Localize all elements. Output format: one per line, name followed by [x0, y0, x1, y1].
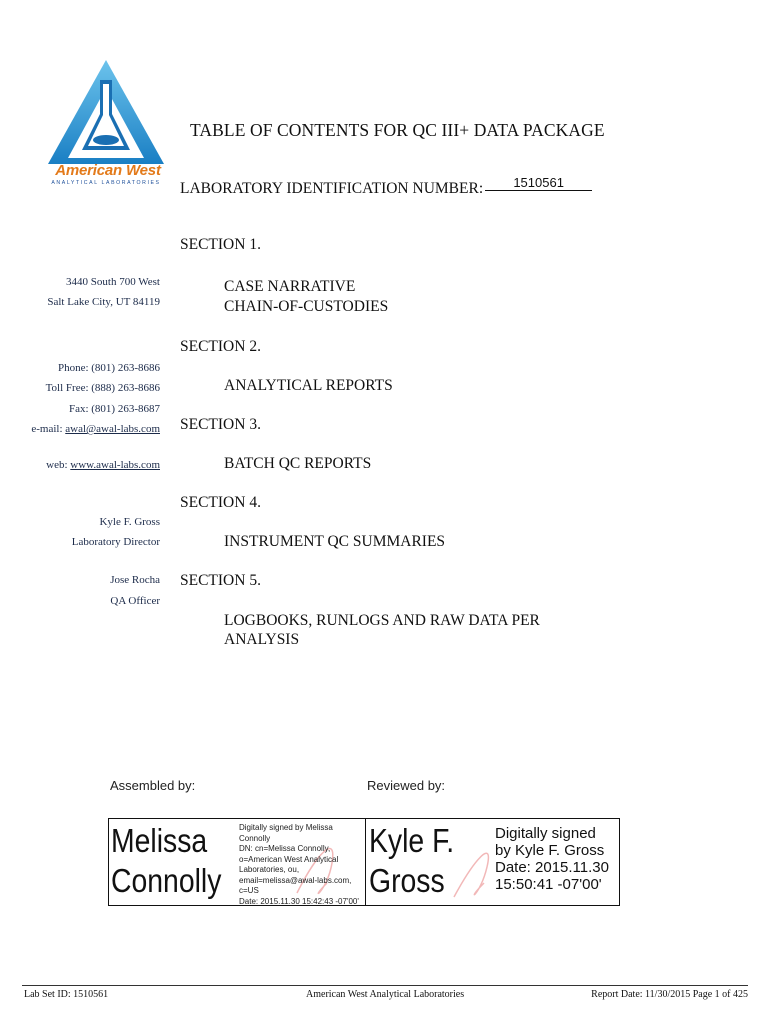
assembler-detail: Connolly	[239, 833, 271, 843]
flask-triangle-logo-icon	[44, 58, 168, 168]
section-1-item-case-narrative: CASE NARRATIVE	[224, 278, 356, 295]
section-4-heading: SECTION 4.	[180, 494, 261, 511]
assembler-name-line-1: Melissa	[111, 822, 208, 859]
section-2-heading: SECTION 2.	[180, 338, 261, 355]
reviewer-name-line-2: Gross	[369, 862, 445, 899]
assembler-detail: o=American West Analytical	[239, 854, 339, 864]
lab-id-value: 1510561	[485, 176, 592, 191]
qa-officer-title: QA Officer	[110, 595, 160, 607]
section-1-heading: SECTION 1.	[180, 236, 261, 253]
section-1-item-chain-of-custodies: CHAIN-OF-CUSTODIES	[224, 298, 389, 315]
signature-box	[108, 818, 620, 906]
assembler-detail: email=melissa@awal-labs.com,	[239, 875, 352, 885]
section-3-heading: SECTION 3.	[180, 416, 261, 433]
assembler-name-line-2: Connolly	[111, 862, 222, 899]
assembler-detail: Digitally signed by Melissa	[239, 823, 333, 832]
address-line-1: 3440 South 700 West	[66, 276, 160, 288]
director-name: Kyle F. Gross	[99, 516, 160, 528]
section-5-item-logbooks: LOGBOOKS, RUNLOGS AND RAW DATA PER	[224, 612, 540, 629]
reviewed-by-label: Reviewed by:	[367, 778, 446, 793]
section-5-heading: SECTION 5.	[180, 572, 261, 589]
toll-free-number: Toll Free: (888) 263-8686	[45, 382, 160, 394]
reviewer-detail: by Kyle F. Gross	[495, 842, 605, 859]
reviewer-signature-details	[495, 825, 609, 893]
assembler-detail: c=US	[239, 886, 259, 895]
footer-rule	[22, 985, 748, 986]
logo-subtitle: ANALYTICAL LABORATORIES	[51, 180, 161, 186]
assembler-signature-details	[239, 823, 359, 907]
web-line	[46, 459, 160, 471]
reviewer-detail: 15:50:41 -07'00'	[495, 876, 602, 893]
lab-id-label: LABORATORY IDENTIFICATION NUMBER:	[180, 180, 484, 197]
assembler-detail: DN: cn=Melissa Connolly,	[239, 844, 331, 853]
phone-number: Phone: (801) 263-8686	[57, 362, 160, 374]
assembler-detail: Laboratories, ou,	[239, 865, 300, 874]
director-title: Laboratory Director	[71, 536, 160, 548]
lab-id-line	[180, 175, 592, 198]
company-logo	[44, 58, 168, 192]
document-title: TABLE OF CONTENTS FOR QC III+ DATA PACKAGE	[190, 120, 605, 140]
email-label: e-mail:	[31, 423, 66, 435]
section-2-item-analytical-reports: ANALYTICAL REPORTS	[224, 377, 393, 394]
reviewer-name-line-1: Kyle F.	[369, 822, 455, 859]
assembler-detail: Date: 2015.11.30 15:42:43 -07'00'	[239, 896, 359, 906]
logo-wordmark: American West	[55, 162, 161, 179]
reviewer-detail: Digitally signed	[495, 825, 596, 842]
qa-officer-name: Jose Rocha	[110, 574, 160, 586]
section-3-item-batch-qc-reports: BATCH QC REPORTS	[224, 455, 372, 472]
signature-divider	[365, 819, 366, 905]
address-line-2: Salt Lake City, UT 84119	[47, 296, 160, 308]
web-label: web:	[46, 459, 71, 471]
footer-lab-set-id: Lab Set ID: 1510561	[24, 989, 109, 1000]
footer-report-date-page: Report Date: 11/30/2015 Page 1 of 425	[591, 989, 748, 1000]
email-link[interactable]: awal@awal-labs.com	[65, 423, 160, 435]
section-5-item-analysis: ANALYSIS	[224, 631, 300, 648]
email-line	[31, 423, 160, 435]
section-4-item-instrument-qc-summaries: INSTRUMENT QC SUMMARIES	[224, 533, 446, 550]
footer-company: American West Analytical Laboratories	[306, 989, 465, 1000]
web-link[interactable]: www.awal-labs.com	[70, 459, 160, 471]
fax-number: Fax: (801) 263-8687	[68, 403, 160, 415]
reviewer-detail: Date: 2015.11.30	[495, 859, 609, 876]
assembled-by-label: Assembled by:	[110, 778, 196, 793]
